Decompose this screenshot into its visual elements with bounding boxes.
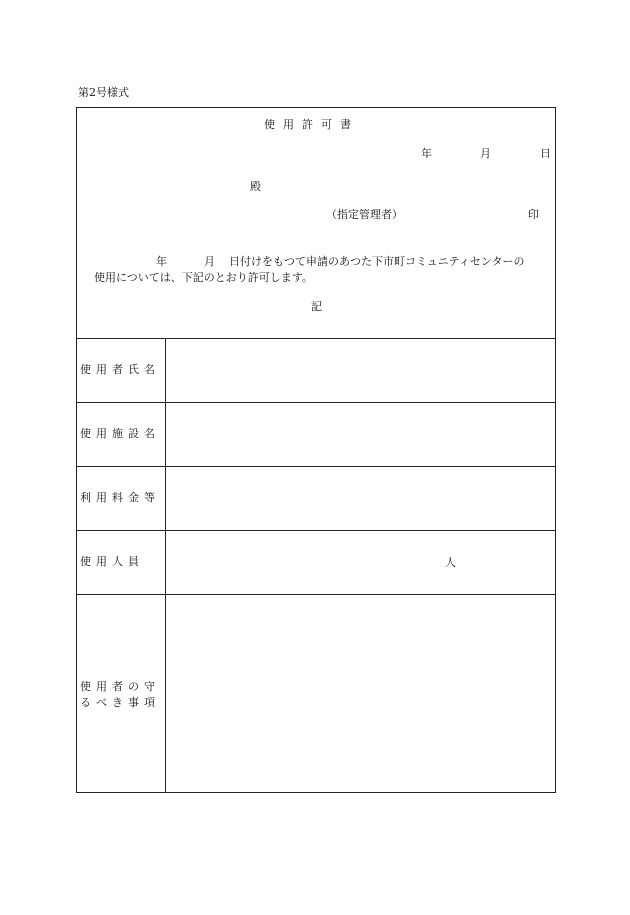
addressee-suffix: 殿 — [250, 180, 261, 193]
seal-mark: 印 — [528, 208, 539, 221]
label-headcount: 使用人員 — [80, 555, 144, 568]
label-user-name: 使用者氏名 — [80, 363, 160, 376]
form-number: 第2号様式 — [78, 86, 129, 99]
headcount-unit: 人 — [445, 556, 456, 569]
row-divider — [76, 594, 556, 595]
label-user-rules: 使用者の守るべき事項 — [80, 680, 160, 709]
document-title: 使用許可書 — [264, 118, 359, 131]
date-year-label: 年 — [421, 147, 432, 160]
label-facility-name: 使用施設名 — [80, 427, 160, 440]
ki-heading: 記 — [311, 300, 322, 313]
body-text-line2: 使用については、下記のとおり許可します。 — [94, 271, 313, 284]
date-day-label: 日 — [540, 147, 551, 160]
row-divider — [76, 466, 556, 467]
row-divider — [76, 530, 556, 531]
date-month-label: 月 — [480, 147, 491, 160]
row-divider — [76, 402, 556, 403]
label-column-divider — [165, 338, 166, 793]
label-usage-fee: 利用料金等 — [80, 491, 160, 504]
header-divider — [76, 338, 556, 339]
body-text-line1: 日付けをもつて申請のあつた下市町コミュニティセンターの — [229, 255, 525, 268]
body-month-label: 月 — [204, 255, 215, 268]
body-year-label: 年 — [156, 255, 167, 268]
issuer-label: （指定管理者） — [326, 208, 403, 221]
